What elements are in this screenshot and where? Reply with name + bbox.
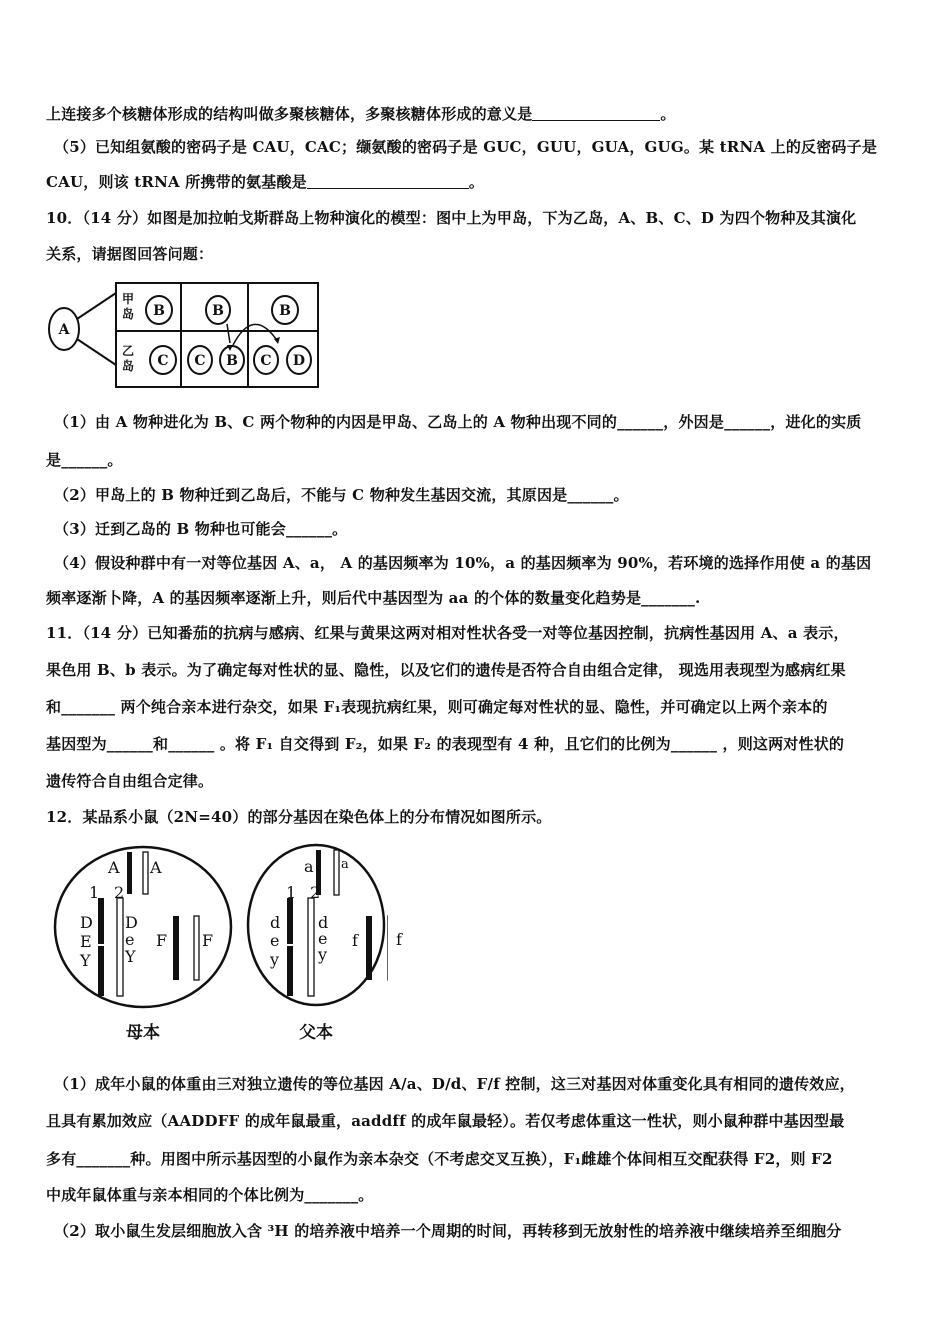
svg-text:A: A xyxy=(150,858,162,877)
svg-text:f: f xyxy=(352,931,358,950)
svg-text:e: e xyxy=(318,929,328,948)
q10-part2: （2）甲岛上的 B 物种迁到乙岛后，不能与 C 物种发生基因交流，其原因是______。 xyxy=(54,486,629,504)
question-11-line3: 和_______ 两个纯合亲本进行杂交，如果 F₁表现抗病红果，则可确定每对性状的显、隐性，并可确定以上两个亲本的 xyxy=(46,698,828,716)
svg-text:2: 2 xyxy=(310,883,321,902)
q12-part1-line2: 且具有累加效应（AADDFF 的成年鼠最重，aaddff 的成年鼠最轻）。若仅考虑体重这一性状，则小鼠种群中基因型最 xyxy=(46,1112,845,1130)
mouse-chromosome-figure xyxy=(48,838,388,1046)
svg-text:a: a xyxy=(341,857,349,872)
answer-blank xyxy=(532,105,660,121)
q12-part2: （2）取小鼠生发层细胞放入含 ³H 的培养液中培养一个周期的时间，再转移到无放射性的培养液中继续培养至细胞分 xyxy=(54,1222,842,1240)
mother-cell xyxy=(55,847,231,1043)
svg-text:B: B xyxy=(212,303,224,319)
svg-text:C: C xyxy=(260,353,272,369)
svg-text:A: A xyxy=(108,858,120,877)
svg-text:D: D xyxy=(292,353,306,369)
svg-text:D: D xyxy=(125,913,138,932)
answer-blank xyxy=(307,173,469,189)
svg-text:C: C xyxy=(194,353,206,369)
svg-text:C: C xyxy=(157,353,169,369)
q10-part3: （3）迁到乙岛的 B 物种也可能会______。 xyxy=(54,520,348,538)
q12-part1-line3: 多有_______种。用图中所示基因型的小鼠作为亲本杂交（不考虑交叉互换），F₁雌雄个体间相互交配获得 F2，则 F2 xyxy=(46,1150,833,1168)
father-cell xyxy=(248,845,388,1043)
svg-text:d: d xyxy=(270,913,281,932)
svg-text:Y: Y xyxy=(125,947,136,966)
question-12-stem: 12．某品系小鼠（2N=40）的部分基因在染色体上的分布情况如图所示。 xyxy=(46,808,552,826)
text-line-1: 上连接多个核糖体形成的结构叫做多聚核糖体，多聚核糖体形成的意义是 。 xyxy=(46,105,676,123)
father-f-right-label: f xyxy=(396,930,402,949)
q10-part1-cont: 是______。 xyxy=(46,451,123,469)
q12-part1: （1）成年小鼠的体重由三对独立遗传的等位基因 A/a、D/d、F/f 控制，这三对基因对体重变化具有相同的遗传效应， xyxy=(54,1075,855,1093)
q10-part1: （1）由 A 物种进化为 B、C 两个物种的内因是甲岛、乙岛上的 A 物种出现不同的______，外因是______，进化的实质 xyxy=(54,413,862,431)
svg-text:1: 1 xyxy=(89,883,100,902)
father-caption: 父本 xyxy=(299,1023,333,1043)
q10-part4: （4）假设种群中有一对等位基因 A、a， A 的基因频率为 10%，a 的基因频率为 90%，若环境的选择作用使 a 的基因 xyxy=(54,554,872,572)
svg-text:e: e xyxy=(270,931,280,950)
svg-text:B: B xyxy=(153,303,165,319)
svg-text:y: y xyxy=(270,950,280,969)
svg-text:岛: 岛 xyxy=(121,359,135,373)
svg-text:D: D xyxy=(80,913,93,932)
svg-text:A: A xyxy=(58,322,70,338)
svg-text:2: 2 xyxy=(114,883,125,902)
svg-text:a: a xyxy=(304,857,314,876)
svg-text:F: F xyxy=(156,931,168,950)
svg-text:F: F xyxy=(202,931,214,950)
svg-text:岛: 岛 xyxy=(121,307,135,321)
svg-text:1: 1 xyxy=(286,883,297,902)
question-10-stem-cont: 关系，请据图回答问题： xyxy=(46,245,214,263)
svg-text:B: B xyxy=(226,353,238,369)
svg-text:Y: Y xyxy=(80,951,91,970)
svg-text:甲: 甲 xyxy=(121,292,135,306)
question-11-line2: 果色用 B、b 表示。为了确定每对性状的显、隐性，以及它们的遗传是否符合自由组合定律， 现选用表现型为感病红果 xyxy=(46,661,846,679)
svg-text:E: E xyxy=(80,932,92,951)
question-10-stem: 10．（14 分）如图是加拉帕戈斯群岛上物种演化的模型：图中上为甲岛，下为乙岛，A、B、C、D 为四个物种及其演化 xyxy=(46,209,857,227)
island-evolution-figure xyxy=(46,281,326,391)
question-11-stem: 11．（14 分）已知番茄的抗病与感病、红果与黄果这两对相对性状各受一对等位基因控制，抗病性基因用 A、a 表示， xyxy=(46,624,849,642)
svg-text:d: d xyxy=(318,913,329,932)
svg-text:y: y xyxy=(318,945,328,964)
svg-text:e: e xyxy=(125,930,135,949)
text-line-2: （5）已知组氨酸的密码子是 CAU，CAC；缬氨酸的密码子是 GUC，GUU，GUA，GUG。某 tRNA 上的反密码子是 xyxy=(54,138,878,156)
q12-part1-line4: 中成年鼠体重与亲本相同的个体比例为_______。 xyxy=(46,1186,374,1204)
question-11-line5: 遗传符合自由组合定律。 xyxy=(46,772,214,790)
svg-text:乙: 乙 xyxy=(121,344,135,358)
mother-caption: 母本 xyxy=(126,1023,160,1043)
q10-part4-cont: 频率逐渐卜降，A 的基因频率逐渐上升，则后代中基因型为 aa 的个体的数量变化趋势是_______. xyxy=(46,589,701,607)
svg-text:B: B xyxy=(279,303,291,319)
question-11-line4: 基因型为______和______ 。将 F₁ 自交得到 F₂，如果 F₂ 的表现型有 4 种，且它们的比例为______ ，则这两对性状的 xyxy=(46,735,845,753)
text-line-3: CAU，则该 tRNA 所携带的氨基酸是 。 xyxy=(46,173,485,191)
